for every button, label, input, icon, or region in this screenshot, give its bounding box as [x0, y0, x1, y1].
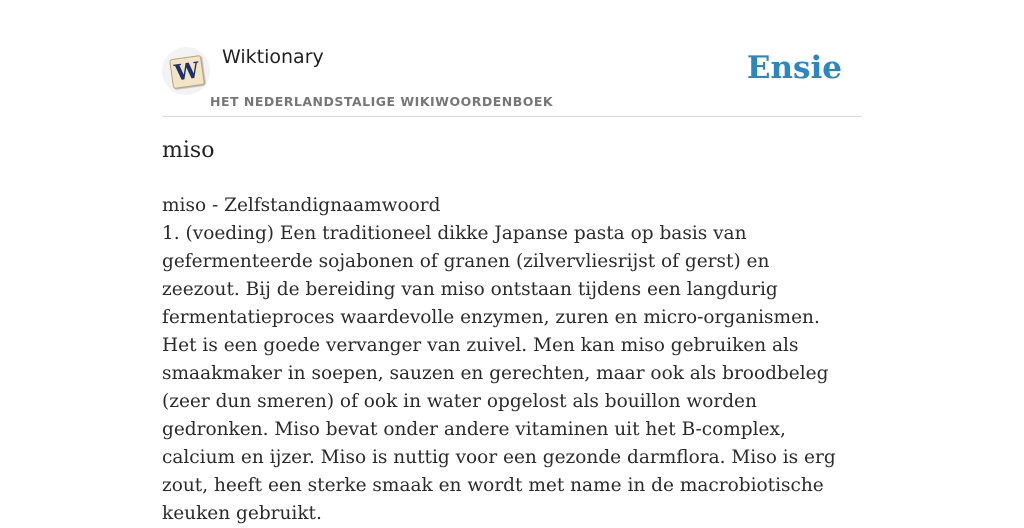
- site-subtitle: HET NEDERLANDSTALIGE WIKIWOORDENBOEK: [210, 94, 554, 109]
- header: [162, 44, 862, 117]
- logo-tile: W: [169, 55, 205, 89]
- page-title: miso: [162, 138, 215, 163]
- entry-content: [162, 192, 852, 528]
- entry-definition: 1. (voeding) Een traditioneel dikke Japanse pasta op basis van gefermenteerde sojabonen of granen (zilvervliesrijst of gerst) en zeezout. Bij de bereiding van miso ontstaan tijdens een langdurig fermentatieproces waardevolle enzymen, zuren en micro-organismen. Het is een goede vervanger van zuivel. Men kan miso gebruiken als smaakmaker in soepen, sauzen en gerechten, maar ook als broodbeleg (zeer dun smeren) of ook in water opgelost als bouillon worden gedronken. Miso bevat onder andere vitaminen uit het B-complex, calcium en ijzer. Miso is nuttig voor een gezonde darmflora. Miso is erg zout, heeft een sterke smaak en wordt met name in de macrobiotische keuken gebruikt.: [162, 223, 836, 524]
- entry-heading: miso - Zelfstandignaamwoord: [162, 195, 441, 216]
- brand-logo[interactable]: Ensie: [746, 50, 842, 86]
- site-name[interactable]: Wiktionary: [222, 46, 324, 68]
- wiktionary-logo-icon[interactable]: [162, 47, 210, 95]
